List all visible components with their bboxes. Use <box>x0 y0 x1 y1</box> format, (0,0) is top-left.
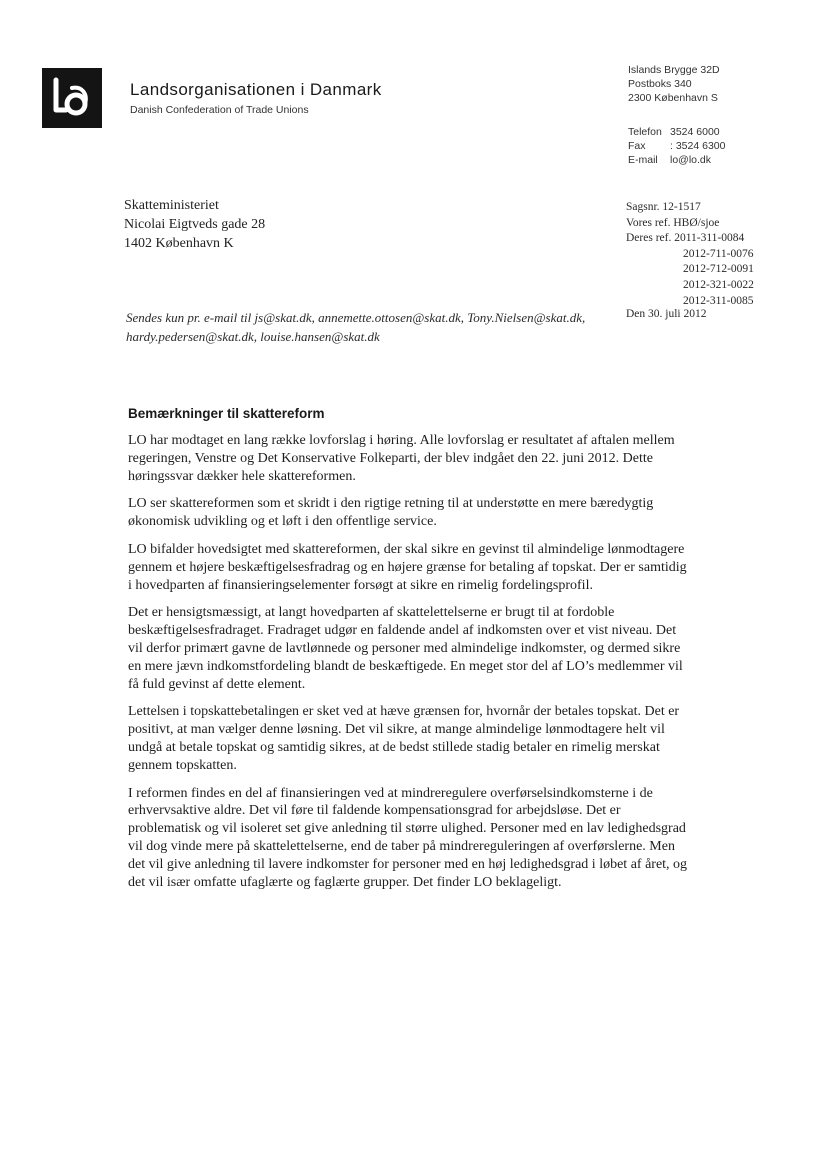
our-reference: Vores ref. HBØ/sjoe <box>626 216 720 229</box>
recipient-line: 1402 København K <box>124 236 234 251</box>
reference-block <box>626 200 754 309</box>
body-paragraph: I reformen findes en del af finansieringen ved at mindreregulere overførselsindkomsterne i de erhvervsaktive aldre. Det vil føre til faldende kompensationsgrad for arbejdsløse. Det er problematisk og vil isoleret set give anledning til større ulighed. Personer med en lav ledighedsgrad vil dog vinde mere på skattelettelserne, end de taber på mindrereguleringen af overførslerne. Men det vil give anledning til lavere indkomster for personer med en høj ledighedsgrad i løbet af året, og det vil især omfatte ufaglærte og faglærte grupper. Det finder LO beklageligt. <box>128 785 688 890</box>
contact-email <box>628 153 725 167</box>
body-paragraph: Lettelsen i topskattebetalingen er sket ved at hæve grænsen for, hvornår der betales topskat. Det er positivt, at man vælger denne løsning. Det vil sikre, at mange almindelige lønmodtagere helt vil undgå at betale topskat og samtidig sikres, at de bedst stillede stadig betaler en rimelig merskat gennem topskatten. <box>128 704 680 773</box>
contact-value: : 3524 6300 <box>670 140 726 152</box>
body-paragraph: LO bifalder hovedsigtet med skattereformen, der skal sikre en gevinst til almindelige lønmodtagere gennem et højere beskæftigelsesfradrag og en højere grænse for betaling af topskat. Der er samtidig i hovedparten af finansieringselementer forsøgt at sikre en rimelig fordelingsprofil. <box>128 541 687 593</box>
body-paragraph: LO ser skattereformen som et skridt i den rigtige retning til at understøtte en mere bæredygtig økonomisk udvikling og et løft i den offentlige service. <box>128 496 654 530</box>
sender-address-line: Islands Brygge 32D <box>628 64 720 76</box>
lo-logo-mark <box>42 68 102 128</box>
organisation-name: Landsorganisationen i Danmark <box>130 80 382 99</box>
email-distribution-note: Sendes kun pr. e-mail til js@skat.dk, annemette.ottosen@skat.dk, Tony.Nielsen@skat.dk, hardy.pedersen@skat.dk, louise.hansen@skat.dk <box>126 310 586 344</box>
letter-heading: Bemærkninger til skattereform <box>128 406 325 421</box>
contact-label: Telefon <box>628 126 662 138</box>
contact-value: 3524 6000 <box>670 126 720 138</box>
letter-date: Den 30. juli 2012 <box>626 308 707 320</box>
body-paragraph: LO har modtaget en lang række lovforslag i høring. Alle lovforslag er resultatet af aftalen mellem regeringen, Venstre og Det Konservative Folkeparti, der blev indgået den 22. juni 2012. Dette høringssvar dækker hele skattereformen. <box>128 433 675 484</box>
recipient-address <box>124 196 265 253</box>
your-reference: Deres ref. 2011-311-0084 <box>626 232 745 245</box>
body-paragraph: Det er hensigtsmæssigt, at langt hovedparten af skattelettelserne er brugt til at fordoble beskæftigelsesfradraget. Fradraget udgør en faldende andel af indkomsten over et vist niveau. Det vil derfor primært gavne de lavtlønnede og personer med almindelige indkomster, og dermed sikre en mere jævn indkomstfordeling blandt de beskæftigede. En meget stor del af LO’s medlemmer vil få fuld gevinst af dette element. <box>128 605 683 692</box>
sender-address-line: Postboks 340 <box>628 78 692 90</box>
your-reference-extra: 2012-321-0022 <box>683 278 754 291</box>
sender-address-line: 2300 København S <box>628 92 718 104</box>
your-reference-extra: 2012-711-0076 <box>683 247 754 260</box>
recipient-line: Skatteministeriet <box>124 198 219 213</box>
your-reference-extra: 2012-712-0091 <box>683 263 754 276</box>
contact-label: Fax <box>628 140 646 152</box>
contact-label: E-mail <box>628 154 658 166</box>
letter-body <box>128 432 688 901</box>
organisation-header <box>130 80 382 116</box>
contact-value: lo@lo.dk <box>670 154 712 166</box>
recipient-line: Nicolai Eigtveds gade 28 <box>124 217 266 232</box>
lo-logo <box>42 68 102 128</box>
case-number: Sagsnr. 12-1517 <box>626 201 701 213</box>
sender-block <box>628 63 725 167</box>
organisation-subtitle: Danish Confederation of Trade Unions <box>130 104 309 116</box>
contact-phone <box>628 125 725 139</box>
your-reference-extra: 2012-311-0085 <box>683 294 754 307</box>
contact-fax <box>628 139 725 153</box>
